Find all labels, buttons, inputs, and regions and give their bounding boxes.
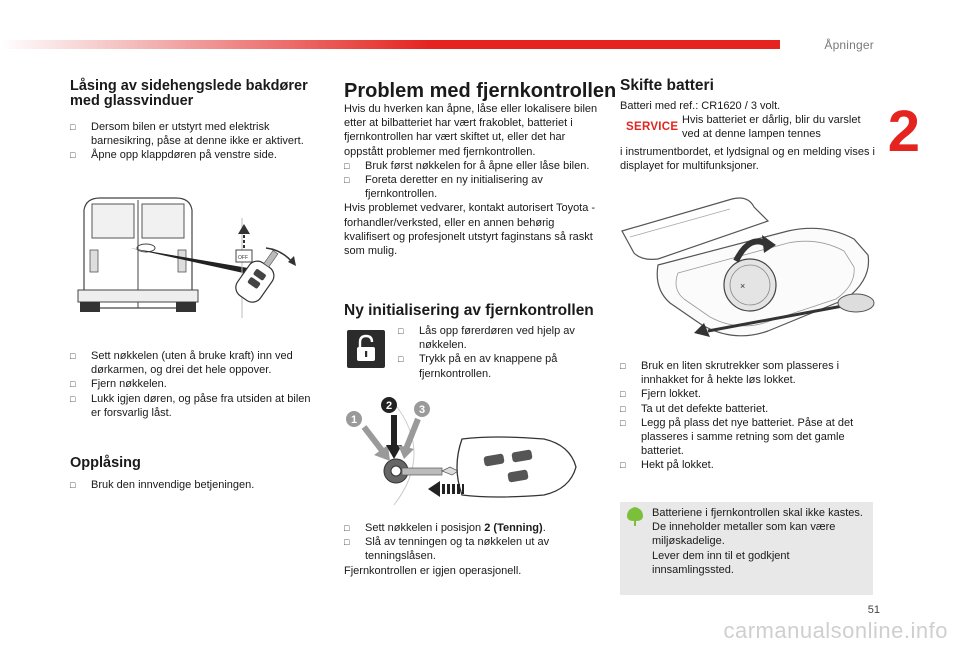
heading-battery-change: Skifte batteri [620, 77, 714, 94]
list-item: □ Fjern lokket. [620, 387, 882, 401]
heading-unlocking: Opplåsing [70, 455, 141, 471]
section-title: Åpninger [824, 38, 874, 52]
list-item: □ Fjern nøkkelen. [70, 377, 315, 391]
list-item: □ Dersom bilen er utstyrt med elektrisk barnesikring, påse at denne ikke er aktivert. [70, 120, 310, 148]
paragraph-final: Fjernkontrollen er igjen operasjonell. [344, 564, 522, 577]
step-1-label: 1 [350, 414, 358, 426]
list-item-ignition-position [344, 521, 604, 535]
list-item: □ Bruk en liten skrutrekker som plasseres i innhakket for å hekte løs lokket. [620, 359, 882, 387]
bullet-list-lock-steps [70, 349, 315, 420]
van-rear-key-illustration [70, 190, 308, 320]
unlock-icon [347, 330, 385, 368]
list-item: □ Bruk først nøkkelen for å åpne eller låse bilen. [344, 159, 599, 173]
ignition-step-text: Sett nøkkelen i posisjon [365, 522, 485, 534]
bullet-list-side-doors [70, 120, 310, 163]
page-number: 51 [867, 604, 880, 616]
battery-ref: Batteri med ref.: CR1620 / 3 volt. [620, 100, 781, 112]
list-item: □ Slå av tenningen og ta nøkkelen ut av tenningslåsen. [344, 535, 604, 563]
environment-note-text: Batteriene i fjernkontrollen skal ikke kastes. De inneholder metaller som kan være miljøskadelige. Lever dem inn til et godkjent innsamlingssted. [652, 507, 863, 576]
heading-reinitialization: Ny initialisering av fjernkontrollen [344, 302, 594, 319]
list-item: □ Lukk igjen døren, og påse fra utsiden at bilen er forsvarlig låst. [70, 392, 315, 420]
bullet-list-reinit [398, 324, 598, 381]
svg-text:×: × [740, 281, 746, 291]
paragraph-intro: Hvis du hverken kan åpne, låse eller lokalisere bilen etter at bilbatteriet har vært frakoblet, batteriet i fjernkontrollen har vært skiftet ut, eller det har oppstått problemer med fjernkontrollen. [344, 103, 598, 158]
step-2-label: 2 [385, 400, 393, 412]
off-label: OFF [238, 255, 248, 261]
leaf-icon [625, 505, 645, 527]
ignition-position-bold: 2 (Tenning) [484, 522, 543, 534]
header-accent-bar [0, 40, 780, 49]
list-item: □ Legg på plass det nye batteriet. Påse at det plasseres i samme retning som det gamle batteriet. [620, 416, 882, 459]
battery-warning-text-b: i instrumentbordet, et lydsignal og en melding vises i displayet for multifunksjoner. [620, 146, 875, 173]
remote-problem-text [344, 102, 599, 258]
watermark[interactable]: carmanualsonline.info [723, 618, 948, 643]
list-item: □ Foreta deretter en ny initialisering av fjernkontrollen. [344, 173, 599, 201]
list-item: □ Åpne opp klappdøren på venstre side. [70, 148, 310, 162]
step-3-label: 3 [418, 404, 426, 416]
bullet-list-battery [620, 359, 882, 473]
ignition-key-illustration [344, 393, 594, 513]
list-item: □ Trykk på en av knappene på fjernkontrollen. [398, 352, 598, 380]
battery-warning-text-a: Hvis batteriet er dårlig, blir du varslet ved at denne lampen tennes [682, 114, 861, 141]
chapter-number: 2 [887, 99, 920, 164]
ignition-step-end: . [542, 522, 546, 534]
bullet-list-unlocking [70, 478, 310, 492]
list-item: □ Hekt på lokket. [620, 458, 882, 472]
list-item: □ Bruk den innvendige betjeningen. [70, 478, 310, 492]
list-item: □ Sett nøkkelen (uten å bruke kraft) inn ved dørkarmen, og drei det hele oppover. [70, 349, 315, 377]
service-warning-icon: SERVICE [626, 121, 679, 133]
heading-side-doors: Låsing av sidehengslede bakdører med glassvinduer [70, 78, 308, 109]
heading-remote-problem: Problem med fjernkontrollen [344, 80, 617, 102]
list-item: □ Ta ut det defekte batteriet. [620, 402, 882, 416]
paragraph-outro: Hvis problemet vedvarer, kontakt autorisert Toyota -forhandler/verksted, eller en annen behørig kvalifisert og profesjonelt utstyrt faginstans så raskt som mulig. [344, 202, 596, 258]
list-item: □ Lås opp førerdøren ved hjelp av nøkkelen. [398, 324, 598, 352]
ignition-steps-text [344, 521, 604, 578]
battery-replacement-illustration [618, 195, 880, 345]
